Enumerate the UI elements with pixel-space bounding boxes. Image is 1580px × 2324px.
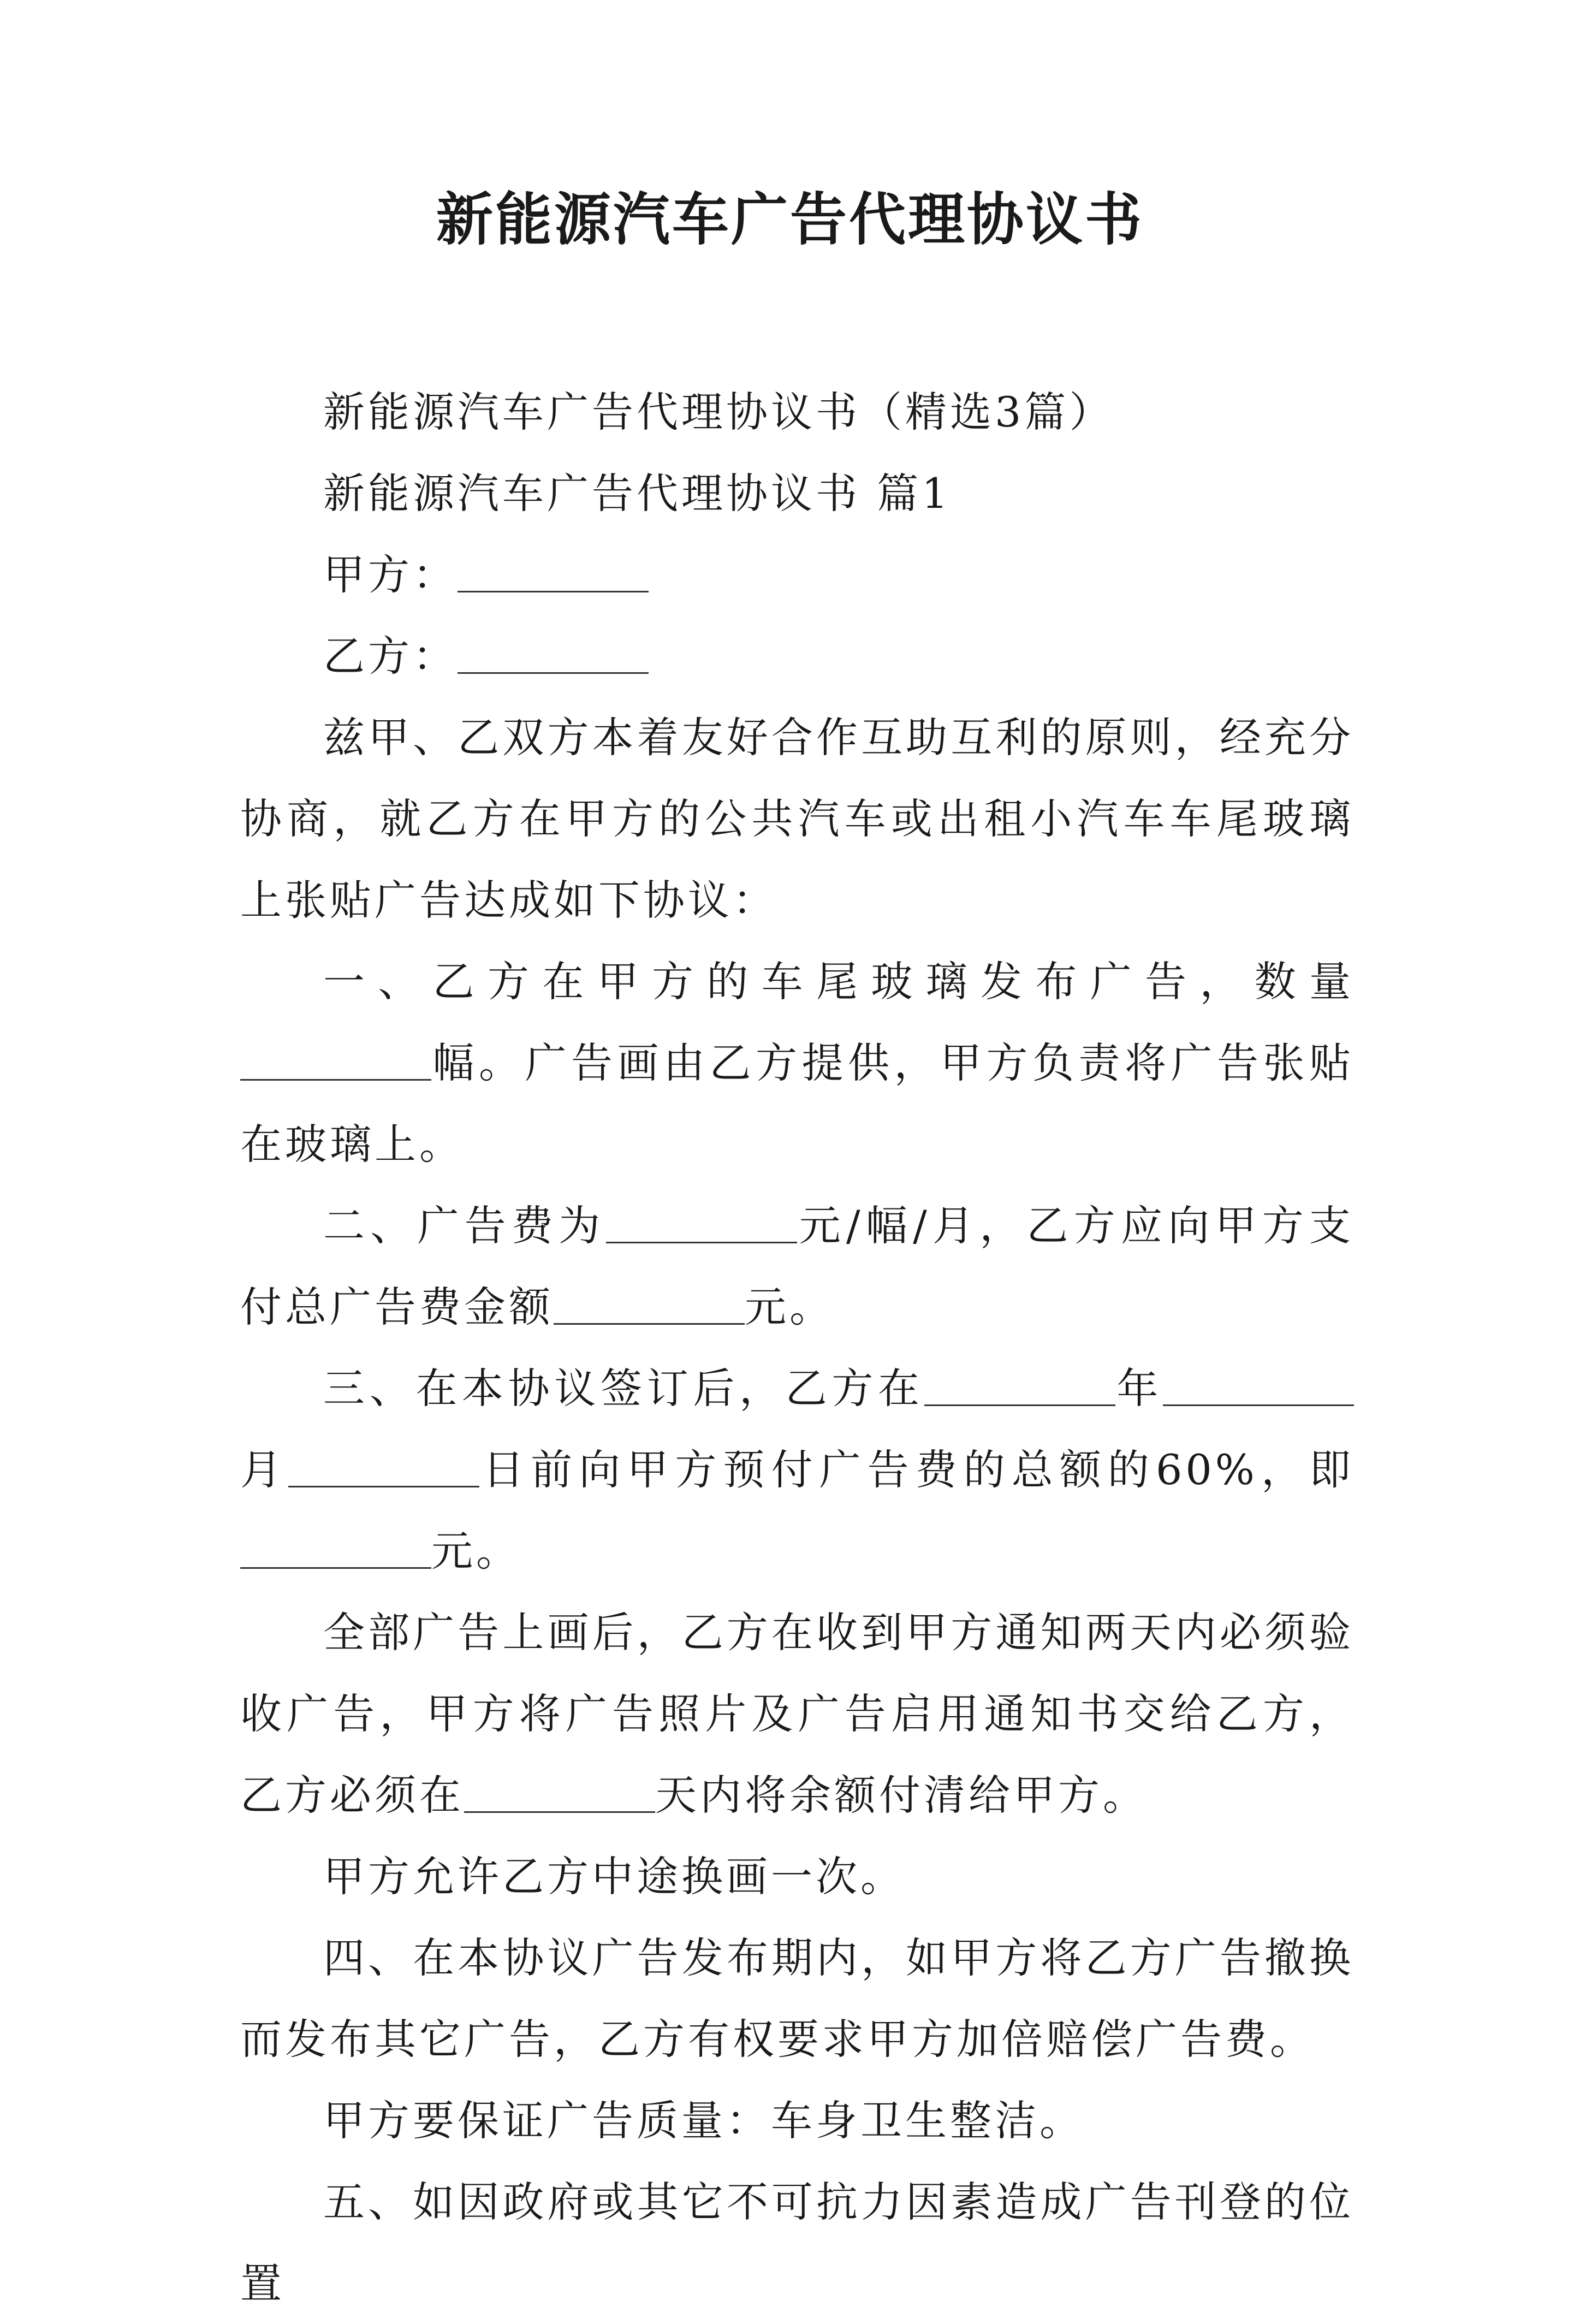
days-blank	[464, 1772, 655, 1813]
party-b-line	[240, 615, 1354, 697]
section-heading: 新能源汽车广告代理协议书 篇1	[323, 469, 952, 518]
clause-3	[240, 1348, 1354, 1592]
prepay-amount-blank	[240, 1528, 431, 1569]
acceptance-text-b: 天内将余额付清给甲方。	[655, 1771, 1148, 1819]
subtitle-line: 新能源汽车广告代理协议书（精选3篇）	[323, 388, 1114, 436]
year-blank	[924, 1365, 1115, 1406]
clause-2-text-a: 二、广告费为	[323, 1201, 606, 1250]
clause-2	[240, 1185, 1354, 1348]
document-body	[240, 371, 1354, 2324]
fee-per-ad-blank	[606, 1202, 797, 1243]
clause-3-repaint: 甲方允许乙方中途换画一次。	[323, 1852, 905, 1901]
ad-count-blank	[240, 1040, 431, 1081]
intro-paragraph: 兹甲、乙双方本着友好合作互助互利的原则，经充分协商，就乙方在甲方的公共汽车或出租小汽车车尾玻璃上张贴广告达成如下协议：	[240, 713, 1354, 924]
month-blank	[1163, 1365, 1354, 1406]
clause-3-month: 月	[240, 1445, 289, 1494]
clause-3-acceptance	[240, 1592, 1354, 1836]
clause-2-text-b: 元/幅/月，乙方应向甲方支付总广告费金额	[240, 1201, 1354, 1331]
clause-1	[240, 941, 1354, 1185]
clause-3-year: 年	[1115, 1364, 1163, 1413]
party-a-blank	[458, 552, 649, 592]
clause-3-text-a: 三、在本协议签订后，乙方在	[323, 1364, 924, 1413]
clause-3-text-e: 元。	[431, 1527, 521, 1575]
day-blank	[288, 1446, 479, 1487]
clause-5: 五、如因政府或其它不可抗力因素造成广告刊登的位置	[240, 2178, 1354, 2308]
clause-1-text-b: 幅。广告画由乙方提供，甲方负责将广告张贴在玻璃上。	[240, 1039, 1354, 1169]
clause-2-text-c: 元。	[745, 1283, 834, 1331]
party-b-blank	[458, 633, 649, 674]
document-title: 新能源汽车广告代理协议书	[436, 186, 1144, 253]
party-a-label: 甲方：	[323, 550, 458, 599]
party-a-line	[240, 534, 1354, 615]
clause-3-text-d: 日前向甲方预付广告费的总额的60%，即	[479, 1445, 1355, 1494]
clause-4: 四、在本协议广告发布期内，如甲方将乙方广告撤换而发布其它广告，乙方有权要求甲方加倍赔偿广告费。	[240, 1934, 1354, 2064]
clause-4-quality: 甲方要保证广告质量：车身卫生整洁。	[323, 2096, 1084, 2145]
clause-1-text-a: 一、乙方在甲方的车尾玻璃发布广告，数量	[323, 957, 1354, 1006]
acceptance-text-a: 全部广告上画后，乙方在收到甲方通知两天内必须验收广告，甲方将广告照片及广告启用通知书交给乙方，乙方必须在	[240, 1608, 1354, 1819]
total-fee-blank	[554, 1284, 745, 1325]
party-b-label: 乙方：	[323, 632, 458, 680]
